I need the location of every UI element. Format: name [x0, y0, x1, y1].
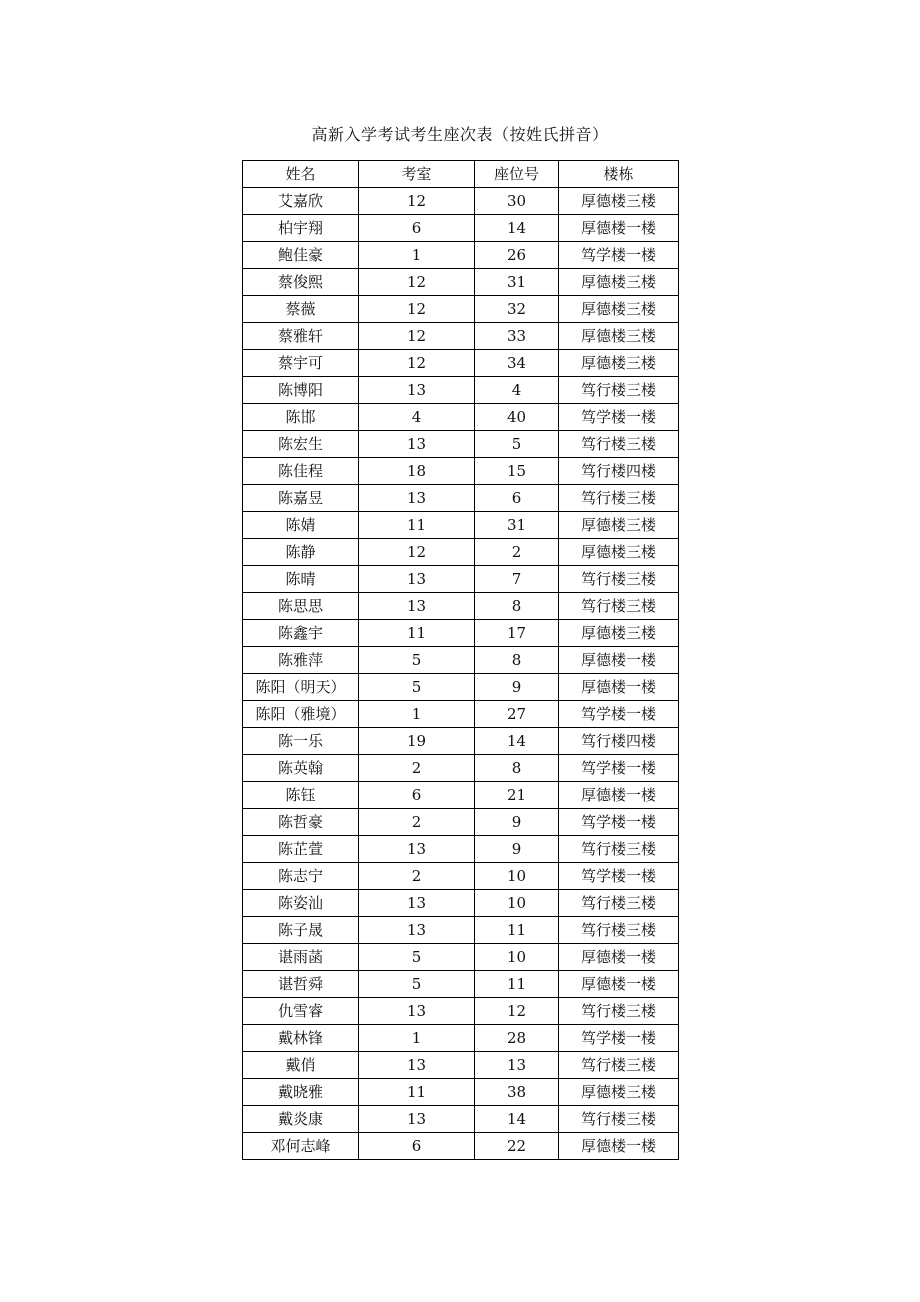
cell-seat: 9: [475, 836, 559, 863]
cell-room: 6: [359, 1133, 475, 1160]
cell-building: 厚德楼三楼: [559, 188, 679, 215]
cell-building: 厚德楼三楼: [559, 296, 679, 323]
cell-name: 陈博阳: [243, 377, 359, 404]
table-row: [243, 269, 679, 296]
cell-building: 笃行楼四楼: [559, 458, 679, 485]
cell-name: 戴林锋: [243, 1025, 359, 1052]
cell-name: 陈宏生: [243, 431, 359, 458]
table-row: [243, 836, 679, 863]
cell-seat: 31: [475, 269, 559, 296]
cell-seat: 14: [475, 1106, 559, 1133]
cell-seat: 9: [475, 809, 559, 836]
table-row: [243, 728, 679, 755]
cell-building: 笃学楼一楼: [559, 404, 679, 431]
cell-room: 5: [359, 971, 475, 998]
cell-seat: 14: [475, 215, 559, 242]
table-row: [243, 377, 679, 404]
cell-room: 13: [359, 998, 475, 1025]
cell-building: 厚德楼一楼: [559, 674, 679, 701]
table-row: [243, 944, 679, 971]
cell-name: 陈阳（雅境）: [243, 701, 359, 728]
cell-building: 笃学楼一楼: [559, 701, 679, 728]
cell-seat: 10: [475, 890, 559, 917]
cell-room: 1: [359, 242, 475, 269]
cell-seat: 4: [475, 377, 559, 404]
cell-building: 笃行楼四楼: [559, 728, 679, 755]
table-row: [243, 485, 679, 512]
cell-room: 11: [359, 620, 475, 647]
cell-name: 鲍佳豪: [243, 242, 359, 269]
cell-building: 笃行楼三楼: [559, 890, 679, 917]
cell-name: 陈嘉昱: [243, 485, 359, 512]
cell-name: 陈志宁: [243, 863, 359, 890]
table-row: [243, 242, 679, 269]
cell-room: 2: [359, 863, 475, 890]
cell-room: 12: [359, 296, 475, 323]
cell-name: 陈静: [243, 539, 359, 566]
cell-seat: 8: [475, 647, 559, 674]
table-row: [243, 620, 679, 647]
cell-name: 柏宇翔: [243, 215, 359, 242]
table-row: [243, 215, 679, 242]
cell-room: 18: [359, 458, 475, 485]
cell-seat: 32: [475, 296, 559, 323]
cell-building: 笃行楼三楼: [559, 485, 679, 512]
cell-building: 厚德楼三楼: [559, 323, 679, 350]
cell-room: 1: [359, 701, 475, 728]
cell-seat: 22: [475, 1133, 559, 1160]
cell-seat: 12: [475, 998, 559, 1025]
cell-seat: 27: [475, 701, 559, 728]
cell-seat: 13: [475, 1052, 559, 1079]
cell-seat: 31: [475, 512, 559, 539]
cell-seat: 11: [475, 971, 559, 998]
cell-seat: 6: [475, 485, 559, 512]
cell-seat: 38: [475, 1079, 559, 1106]
cell-seat: 9: [475, 674, 559, 701]
cell-building: 笃行楼三楼: [559, 917, 679, 944]
cell-building: 笃行楼三楼: [559, 431, 679, 458]
table-row: [243, 782, 679, 809]
cell-seat: 10: [475, 944, 559, 971]
cell-room: 13: [359, 1106, 475, 1133]
cell-name: 蔡宇可: [243, 350, 359, 377]
cell-name: 陈阳（明天）: [243, 674, 359, 701]
cell-seat: 10: [475, 863, 559, 890]
cell-building: 笃行楼三楼: [559, 1106, 679, 1133]
cell-name: 邓何志峰: [243, 1133, 359, 1160]
cell-building: 笃行楼三楼: [559, 998, 679, 1025]
cell-room: 5: [359, 944, 475, 971]
cell-seat: 40: [475, 404, 559, 431]
cell-building: 厚德楼一楼: [559, 782, 679, 809]
cell-room: 4: [359, 404, 475, 431]
cell-room: 11: [359, 1079, 475, 1106]
cell-room: 13: [359, 593, 475, 620]
cell-seat: 30: [475, 188, 559, 215]
cell-seat: 15: [475, 458, 559, 485]
table-row: [243, 188, 679, 215]
table-row: [243, 998, 679, 1025]
cell-seat: 8: [475, 755, 559, 782]
table-body: [243, 188, 679, 1160]
cell-building: 厚德楼三楼: [559, 512, 679, 539]
cell-name: 陈思思: [243, 593, 359, 620]
table-row: [243, 512, 679, 539]
header-room: 考室: [359, 161, 475, 188]
cell-building: 笃行楼三楼: [559, 566, 679, 593]
table-row: [243, 971, 679, 998]
cell-room: 19: [359, 728, 475, 755]
cell-building: 厚德楼一楼: [559, 1133, 679, 1160]
cell-name: 陈雅萍: [243, 647, 359, 674]
cell-name: 陈婧: [243, 512, 359, 539]
cell-room: 12: [359, 323, 475, 350]
cell-building: 厚德楼一楼: [559, 971, 679, 998]
cell-seat: 33: [475, 323, 559, 350]
table-row: [243, 755, 679, 782]
cell-name: 陈邯: [243, 404, 359, 431]
cell-name: 艾嘉欣: [243, 188, 359, 215]
cell-room: 2: [359, 809, 475, 836]
header-name: 姓名: [243, 161, 359, 188]
table-row: [243, 404, 679, 431]
cell-building: 笃学楼一楼: [559, 809, 679, 836]
table-row: [243, 350, 679, 377]
cell-building: 厚德楼三楼: [559, 350, 679, 377]
cell-building: 厚德楼三楼: [559, 620, 679, 647]
table-row: [243, 1052, 679, 1079]
cell-seat: 8: [475, 593, 559, 620]
header-seat: 座位号: [475, 161, 559, 188]
cell-building: 笃行楼三楼: [559, 377, 679, 404]
cell-name: 仇雪睿: [243, 998, 359, 1025]
cell-building: 笃学楼一楼: [559, 863, 679, 890]
cell-room: 13: [359, 377, 475, 404]
cell-room: 11: [359, 512, 475, 539]
cell-name: 陈姿汕: [243, 890, 359, 917]
cell-room: 13: [359, 566, 475, 593]
header-building: 楼栋: [559, 161, 679, 188]
cell-building: 厚德楼一楼: [559, 944, 679, 971]
cell-seat: 26: [475, 242, 559, 269]
table-row: [243, 701, 679, 728]
cell-room: 12: [359, 539, 475, 566]
cell-room: 13: [359, 431, 475, 458]
cell-name: 陈一乐: [243, 728, 359, 755]
cell-building: 笃行楼三楼: [559, 836, 679, 863]
table-row: [243, 890, 679, 917]
table-row: [243, 431, 679, 458]
cell-name: 谌哲舜: [243, 971, 359, 998]
table-row: [243, 539, 679, 566]
cell-building: 笃行楼三楼: [559, 1052, 679, 1079]
cell-seat: 7: [475, 566, 559, 593]
table-row: [243, 863, 679, 890]
cell-room: 13: [359, 836, 475, 863]
cell-name: 蔡雅轩: [243, 323, 359, 350]
cell-name: 戴炎康: [243, 1106, 359, 1133]
cell-building: 厚德楼一楼: [559, 647, 679, 674]
cell-room: 5: [359, 674, 475, 701]
cell-room: 13: [359, 1052, 475, 1079]
cell-name: 陈钰: [243, 782, 359, 809]
table-row: [243, 1079, 679, 1106]
cell-building: 厚德楼三楼: [559, 269, 679, 296]
cell-seat: 34: [475, 350, 559, 377]
cell-name: 蔡俊熙: [243, 269, 359, 296]
cell-room: 6: [359, 215, 475, 242]
table-row: [243, 1133, 679, 1160]
cell-room: 12: [359, 269, 475, 296]
table-row: [243, 1025, 679, 1052]
cell-room: 13: [359, 917, 475, 944]
table-row: [243, 323, 679, 350]
cell-name: 陈子晟: [243, 917, 359, 944]
cell-seat: 2: [475, 539, 559, 566]
seat-table: [242, 160, 679, 1160]
cell-name: 蔡薇: [243, 296, 359, 323]
table-row: [243, 917, 679, 944]
cell-name: 陈英翰: [243, 755, 359, 782]
table-row: [243, 674, 679, 701]
cell-name: 戴晓雅: [243, 1079, 359, 1106]
cell-seat: 21: [475, 782, 559, 809]
table-row: [243, 647, 679, 674]
page-title: 高新入学考试考生座次表（按姓氏拼音）: [311, 125, 609, 144]
cell-building: 笃学楼一楼: [559, 755, 679, 782]
cell-building: 厚德楼三楼: [559, 539, 679, 566]
table-header-row: [243, 161, 679, 188]
cell-building: 笃学楼一楼: [559, 1025, 679, 1052]
cell-room: 12: [359, 188, 475, 215]
cell-name: 陈芷萱: [243, 836, 359, 863]
cell-seat: 17: [475, 620, 559, 647]
table-row: [243, 458, 679, 485]
cell-room: 13: [359, 890, 475, 917]
cell-seat: 5: [475, 431, 559, 458]
cell-building: 笃行楼三楼: [559, 593, 679, 620]
cell-room: 6: [359, 782, 475, 809]
cell-name: 陈佳程: [243, 458, 359, 485]
table-row: [243, 1106, 679, 1133]
cell-name: 谌雨菡: [243, 944, 359, 971]
cell-building: 厚德楼三楼: [559, 1079, 679, 1106]
cell-seat: 28: [475, 1025, 559, 1052]
cell-room: 12: [359, 350, 475, 377]
cell-room: 2: [359, 755, 475, 782]
cell-room: 5: [359, 647, 475, 674]
cell-building: 笃学楼一楼: [559, 242, 679, 269]
table-row: [243, 809, 679, 836]
cell-name: 陈晴: [243, 566, 359, 593]
table-row: [243, 296, 679, 323]
cell-seat: 11: [475, 917, 559, 944]
cell-room: 13: [359, 485, 475, 512]
table-row: [243, 566, 679, 593]
cell-name: 陈哲豪: [243, 809, 359, 836]
cell-name: 戴俏: [243, 1052, 359, 1079]
cell-building: 厚德楼一楼: [559, 215, 679, 242]
cell-room: 1: [359, 1025, 475, 1052]
table-row: [243, 593, 679, 620]
cell-seat: 14: [475, 728, 559, 755]
cell-name: 陈鑫宇: [243, 620, 359, 647]
